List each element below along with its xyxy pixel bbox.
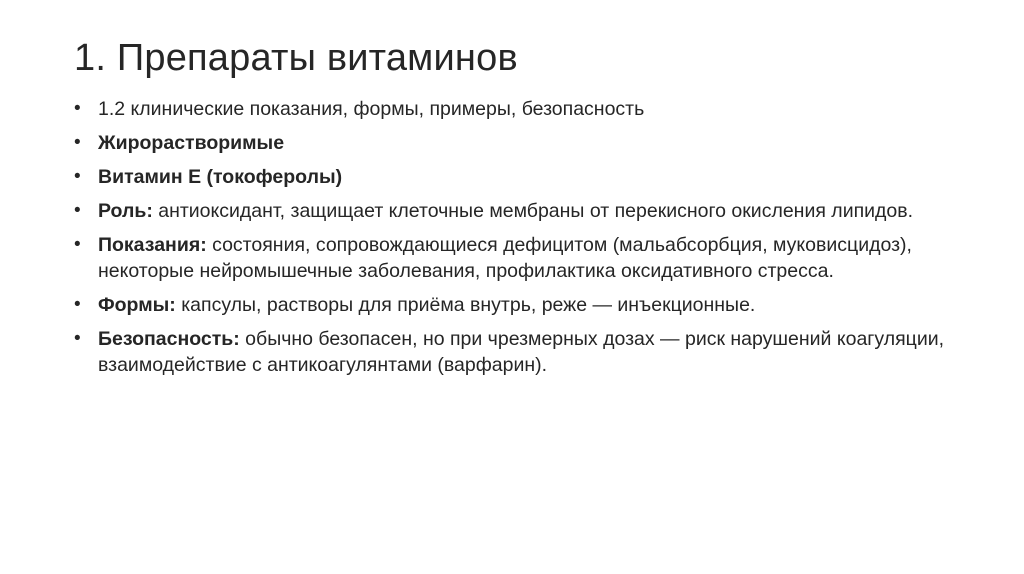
slide-title: 1. Препараты витаминов xyxy=(74,37,518,79)
bullet-item xyxy=(74,326,954,378)
bullet-item xyxy=(74,96,954,122)
bullet-text: состояния, сопровождающиеся дефицитом (мальабсорбция, муковисцидоз), некоторые нейромышечные заболевания, профилактика оксидативного стресса. xyxy=(98,234,912,282)
bullet-item xyxy=(74,232,954,284)
bullet-text: капсулы, растворы для приёма внутрь, реже — инъекционные. xyxy=(175,294,756,316)
bullet-item xyxy=(74,164,954,190)
bullet-list xyxy=(74,96,954,386)
bullet-label: Формы: xyxy=(98,294,176,316)
bullet-heading: Жирорастворимые xyxy=(98,132,285,154)
bullet-text: антиоксидант, защищает клеточные мембраны от перекисного окисления липидов. xyxy=(152,200,914,222)
bullet-label: Роль: xyxy=(98,200,153,222)
bullet-item xyxy=(74,292,954,318)
bullet-label: Показания: xyxy=(98,234,207,256)
bullet-heading: Витамин E (токоферолы) xyxy=(98,166,343,188)
bullet-label: Безопасность: xyxy=(98,328,240,350)
bullet-text: 1.2 клинические показания, формы, примеры, безопасность xyxy=(98,98,645,120)
bullet-text: обычно безопасен, но при чрезмерных дозах — риск нарушений коагуляции, взаимодействие с антикоагулянтами (варфарин). xyxy=(98,328,945,376)
bullet-item xyxy=(74,198,954,224)
bullet-item xyxy=(74,130,954,156)
